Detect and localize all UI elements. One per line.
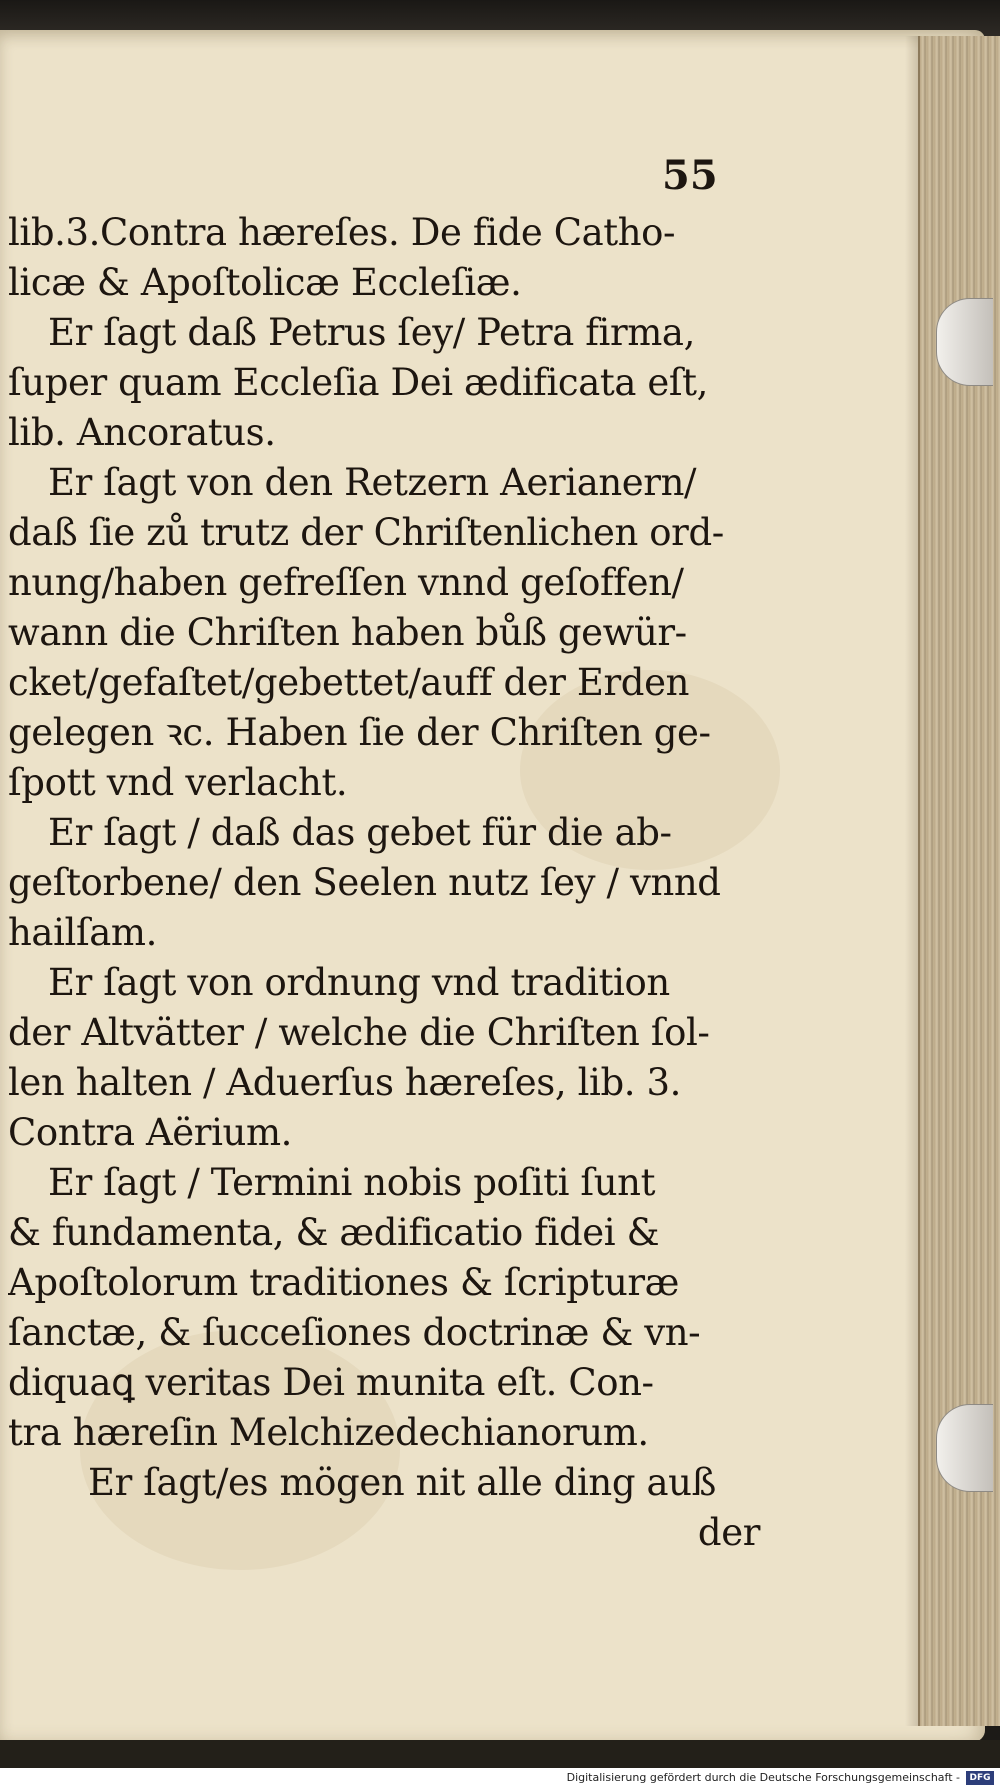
book-page <box>0 30 985 1742</box>
bottom-dark-band <box>0 1740 1000 1768</box>
text-line: geſtorbene/ den Seelen nutz ſey / vnnd <box>8 861 721 904</box>
book-clip-bottom-icon <box>936 1404 993 1492</box>
text-line: Er ſagt daß Petrus ſey/ Petra firma, <box>48 311 695 354</box>
text-line: Er ſagt von ordnung vnd tradition <box>48 961 670 1004</box>
text-line: diquaꝗ veritas Dei munita eſt. Con- <box>8 1361 654 1404</box>
text-line: Er ſagt von den Retzern Aerianern/ <box>48 461 697 504</box>
book-clip-top-icon <box>936 298 993 386</box>
text-line: ſpott vnd verlacht. <box>8 761 348 804</box>
text-line: ſanctæ, & ſucceſiones doctrinæ & vn- <box>8 1311 701 1354</box>
text-line: Er ſagt / daß das gebet für die ab- <box>48 811 672 854</box>
text-line: lib. Ancoratus. <box>8 411 276 454</box>
text-line: ſuper quam Eccleſia Dei ædificata eſt, <box>8 361 708 404</box>
dfg-logo: DFG <box>966 1771 994 1785</box>
text-line: & fundamenta, & ædificatio fidei & <box>8 1211 660 1254</box>
text-line: Er ſagt/es mögen nit alle ding auß <box>88 1461 716 1504</box>
text-line: daß ſie zů trutz der Chriſtenlichen ord- <box>8 511 724 554</box>
text-line: gelegen ꝛc. Haben ſie der Chriſten ge- <box>8 711 711 754</box>
text-line: tra hæreſin Melchizedechianorum. <box>8 1411 649 1454</box>
text-line: Apoſtolorum traditiones & ſcripturæ <box>8 1261 680 1304</box>
text-line: lib.3.Contra hæreſes. De fide Catho- <box>8 211 676 254</box>
text-line: licæ & Apoſtolicæ Eccleſiæ. <box>8 261 522 304</box>
text-line: hailſam. <box>8 911 157 954</box>
text-line: Er ſagt / Termini nobis poſiti ſunt <box>48 1161 656 1204</box>
text-line: Contra Aërium. <box>8 1111 293 1154</box>
footer-bar <box>0 1768 1000 1788</box>
funding-credit: Digitalisierung gefördert durch die Deutsche Forschungsgemeinschaft - <box>566 1771 960 1784</box>
page-number: 55 <box>662 152 718 199</box>
text-line: cket/gefaſtet/gebettet/auff der Erden <box>8 661 690 704</box>
text-line: len halten / Aduerſus hæreſes, lib. 3. <box>8 1061 681 1104</box>
text-line: der Altvätter / welche die Chriſten ſol- <box>8 1011 710 1054</box>
body-text <box>8 208 768 1558</box>
catchword: der <box>697 1511 760 1554</box>
text-line: wann die Chriſten haben bůß gewür- <box>8 611 687 654</box>
text-line: nung/haben gefreſſen vnnd geſoffen/ <box>8 561 684 604</box>
